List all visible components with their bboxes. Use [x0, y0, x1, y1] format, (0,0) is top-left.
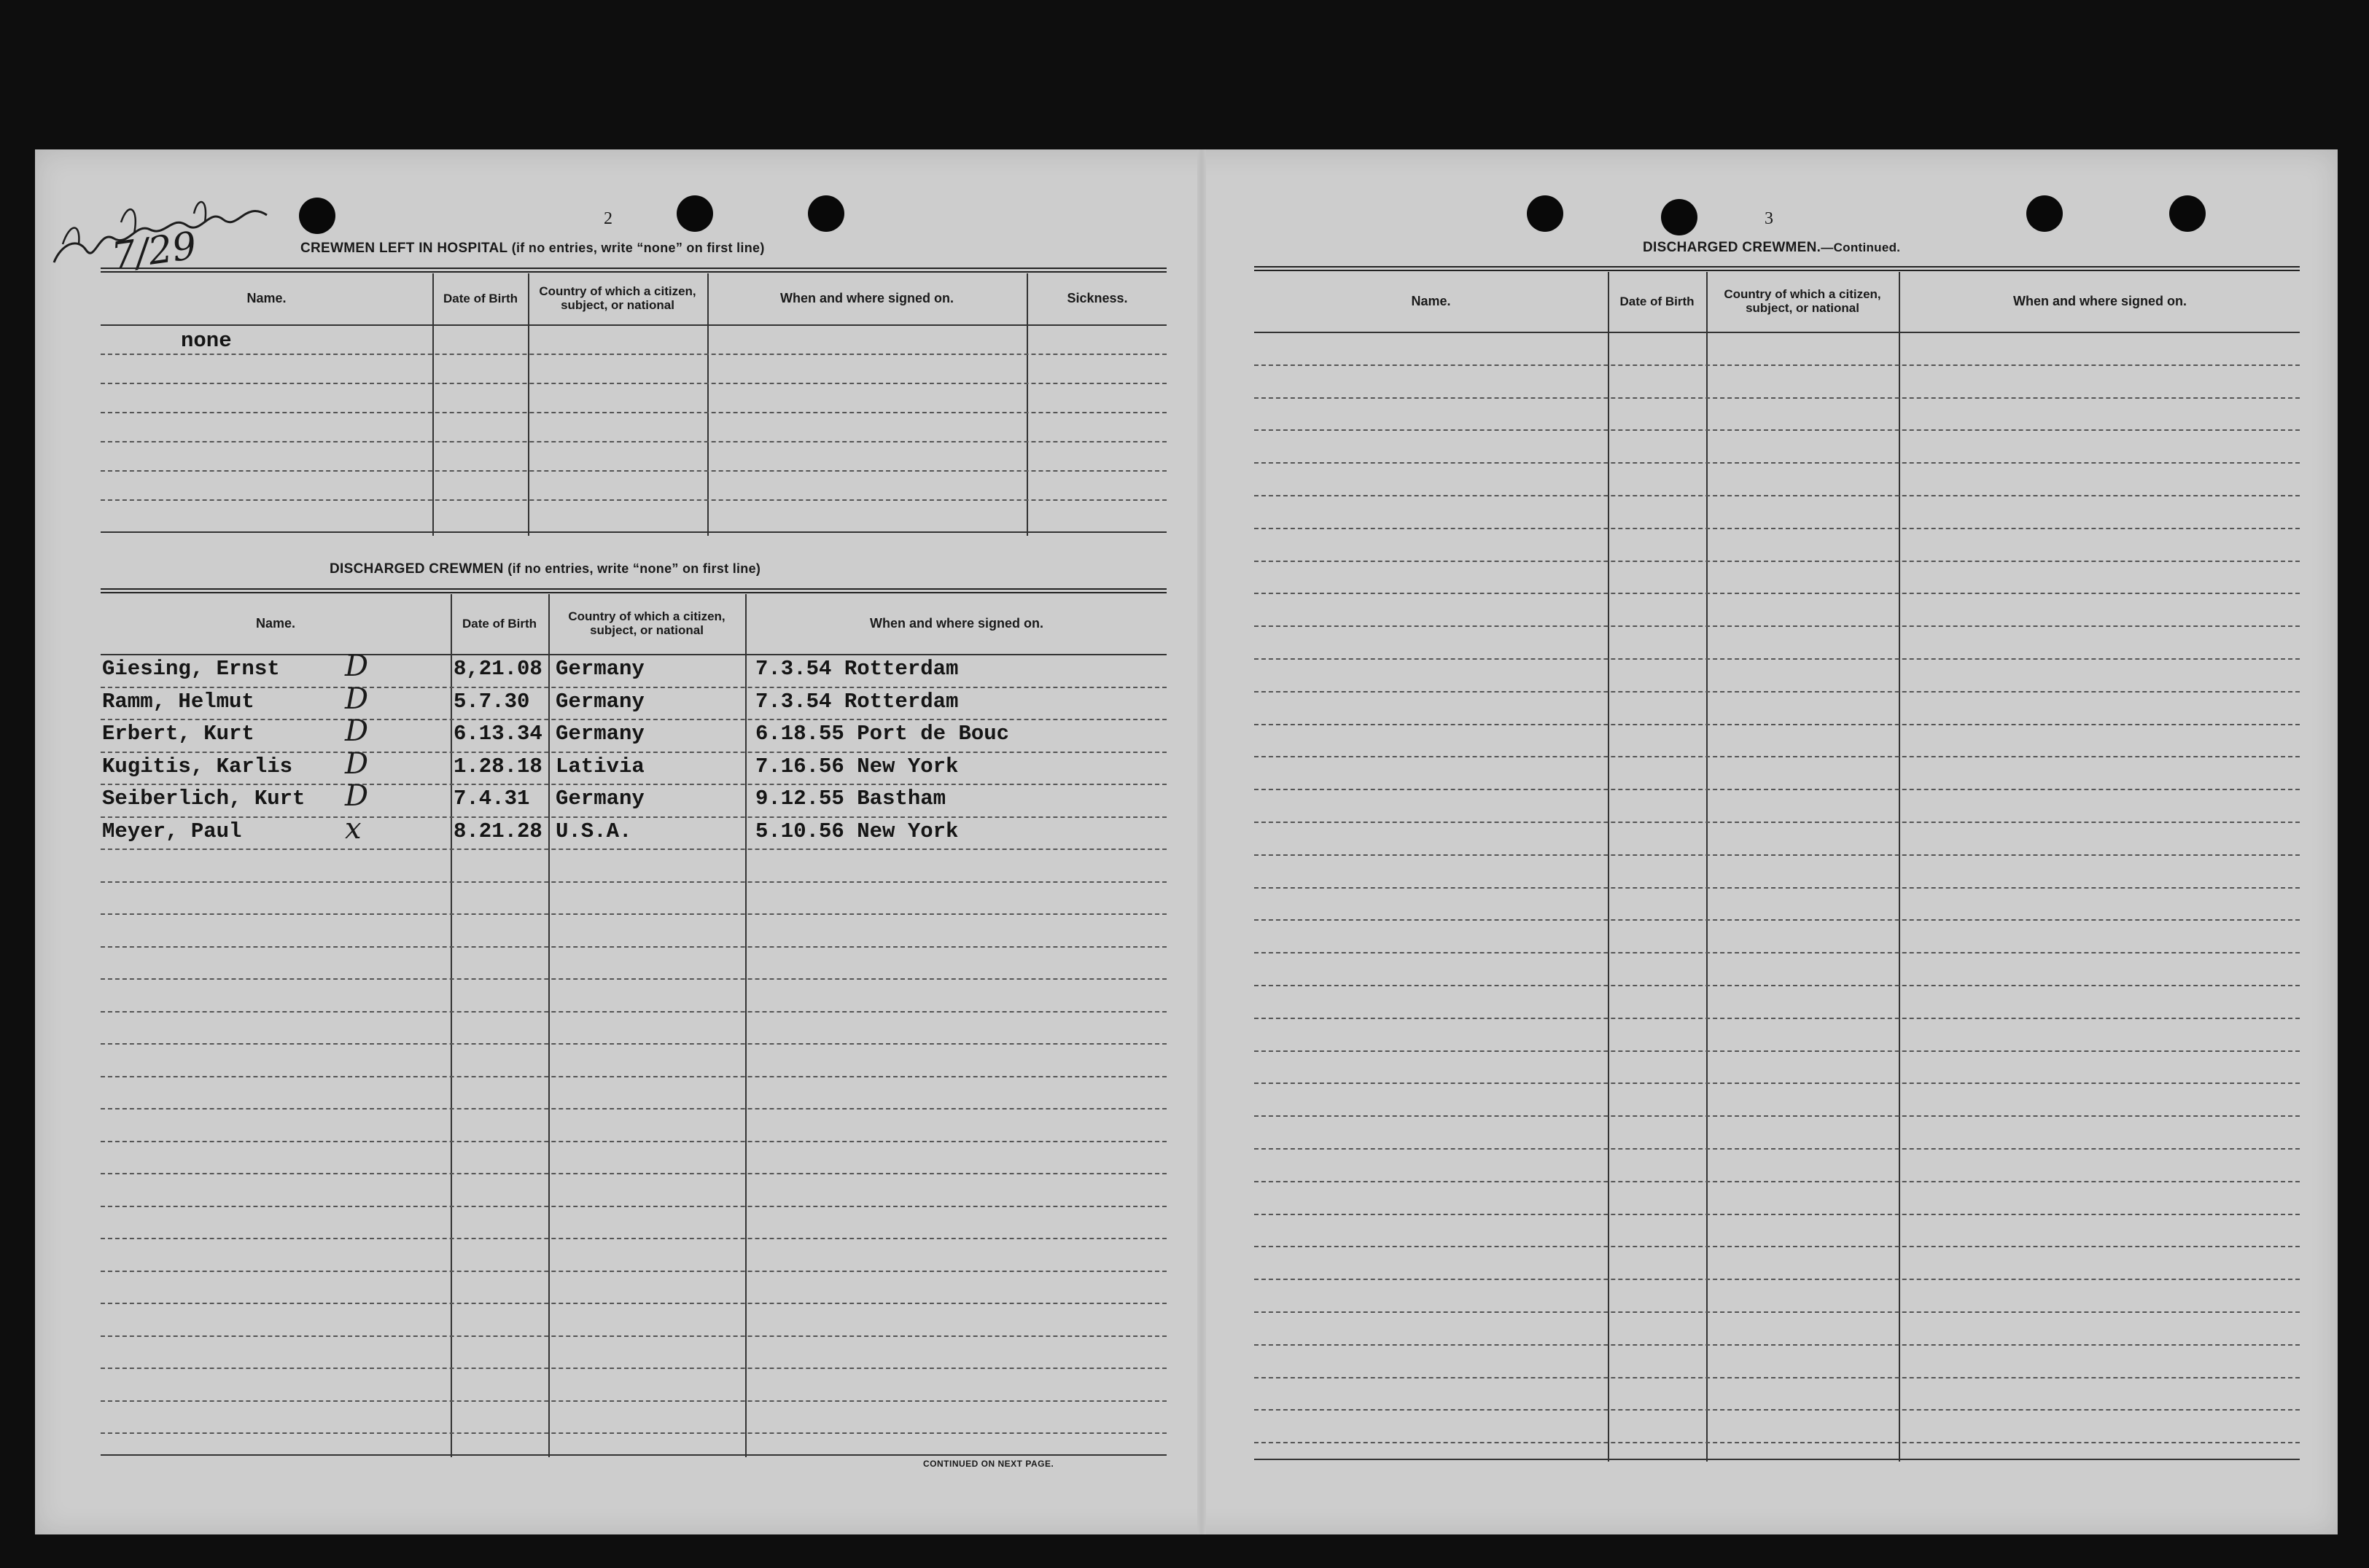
- table-row: [1254, 429, 2300, 431]
- table-row: [101, 1011, 1167, 1013]
- header-dob: Date of Birth: [443, 291, 518, 305]
- handwritten-discharge-mark: D: [345, 747, 369, 781]
- cell-name: Giesing, Ernst: [102, 657, 280, 681]
- page-number: 2: [604, 209, 612, 228]
- continued-suffix: —Continued.: [1821, 241, 1901, 254]
- handwritten-discharge-mark: D: [345, 779, 369, 813]
- table-row: [1254, 1442, 2300, 1443]
- cell-dob: 7.4.31: [454, 787, 530, 811]
- punch-hole: [1527, 195, 1563, 232]
- punch-hole: [2169, 195, 2206, 232]
- punch-hole: [2026, 195, 2063, 232]
- scanned-sheet: [35, 149, 2338, 1534]
- table-row: [101, 499, 1167, 501]
- column-divider: [451, 594, 452, 1457]
- header-rule: [101, 654, 1167, 655]
- hospital-section-title: [300, 241, 765, 257]
- hospital-title-text: CREWMEN LEFT IN HOSPITAL: [300, 241, 508, 256]
- table-row: [101, 470, 1167, 472]
- table-row: [1254, 1279, 2300, 1280]
- table-row: [1254, 691, 2300, 693]
- table-row: [1254, 985, 2300, 986]
- table-row: [101, 1043, 1167, 1045]
- table-row: [1254, 1018, 2300, 1019]
- handwritten-discharge-mark: x: [345, 812, 362, 846]
- cell-signed: 7.3.54 Rotterdam: [755, 657, 959, 681]
- column-divider: [1608, 272, 1609, 1462]
- table-row: [1254, 919, 2300, 921]
- table-row: [101, 849, 1167, 850]
- table-row: [101, 412, 1167, 413]
- table-row: [1254, 952, 2300, 953]
- discharged-section-title: [330, 561, 761, 577]
- column-divider: [745, 594, 747, 1457]
- continued-title-text: DISCHARGED CREWMEN.: [1643, 240, 1821, 255]
- header-country: Country of which a citizen, subject, or national: [568, 609, 726, 637]
- cell-country: Germany: [556, 787, 645, 811]
- table-row: [1254, 1311, 2300, 1313]
- table-row: [1254, 1050, 2300, 1052]
- cell-signed: 7.16.56 New York: [755, 754, 959, 779]
- header-name: Name.: [246, 291, 287, 305]
- table-row: [101, 1400, 1167, 1402]
- table-rule: [1254, 266, 2300, 268]
- table-row: [101, 1368, 1167, 1369]
- table-bottom-rule: [101, 531, 1167, 533]
- column-divider: [1899, 272, 1900, 1462]
- table-row: [1254, 854, 2300, 856]
- continued-footer: CONTINUED ON NEXT PAGE.: [923, 1459, 1054, 1469]
- hospital-entry: none: [181, 329, 232, 353]
- discharged-instruction: (if no entries, write “none” on first line): [507, 561, 761, 576]
- table-row: [1254, 1377, 2300, 1378]
- table-row: [101, 881, 1167, 883]
- table-rule: [1254, 270, 2300, 271]
- table-row: [101, 687, 1167, 688]
- table-row: [1254, 1115, 2300, 1117]
- right-page: [1209, 149, 2338, 1534]
- table-row: [1254, 887, 2300, 889]
- cell-name: Ramm, Helmut: [102, 690, 254, 714]
- cell-dob: 5.7.30: [454, 690, 530, 714]
- handwritten-date-note: 7/29: [109, 224, 200, 279]
- cell-dob: 8.21.28: [454, 819, 542, 843]
- table-row: [101, 354, 1167, 355]
- table-row: [101, 784, 1167, 785]
- table-rule: [101, 588, 1167, 590]
- table-rule: [101, 271, 1167, 273]
- table-row: [101, 1335, 1167, 1337]
- table-row: [101, 913, 1167, 915]
- table-row: [1254, 561, 2300, 562]
- discharged-continued-title: [1643, 240, 1900, 256]
- cell-signed: 9.12.55 Bastham: [755, 787, 946, 811]
- punch-hole: [808, 195, 844, 232]
- table-row: [1254, 724, 2300, 725]
- header-country: Country of which a citizen, subject, or national: [1724, 287, 1881, 315]
- table-row: [101, 1141, 1167, 1142]
- table-row: [1254, 462, 2300, 464]
- table-row: [1254, 625, 2300, 627]
- hospital-table: [101, 268, 1167, 537]
- page-fold: [1197, 149, 1206, 1534]
- cell-name: Kugitis, Karlis: [102, 754, 293, 779]
- header-name: Name.: [1411, 294, 1451, 308]
- punch-hole: [1661, 199, 1697, 235]
- table-row: [101, 1432, 1167, 1434]
- left-page: [35, 149, 1194, 1534]
- handwritten-discharge-mark: D: [345, 650, 369, 683]
- table-row: [1254, 1083, 2300, 1084]
- table-row: [1254, 593, 2300, 594]
- cell-dob: 6.13.34: [454, 722, 542, 746]
- table-row: [101, 978, 1167, 980]
- punch-hole: [299, 198, 335, 234]
- table-row: [1254, 1214, 2300, 1215]
- table-row: [101, 1076, 1167, 1077]
- table-row: [1254, 1148, 2300, 1150]
- table-row: [1254, 1409, 2300, 1411]
- cell-dob: 1.28.18: [454, 754, 542, 779]
- hospital-instruction: (if no entries, write “none” on first line): [511, 241, 765, 255]
- cell-country: Germany: [556, 722, 645, 746]
- table-bottom-rule: [101, 1454, 1167, 1456]
- cell-signed: 6.18.55 Port de Bouc: [755, 722, 1010, 746]
- header-sickness: Sickness.: [1067, 291, 1128, 305]
- table-row: [101, 383, 1167, 384]
- table-row: [101, 1271, 1167, 1272]
- column-divider: [548, 594, 550, 1457]
- header-country: Country of which a citizen, subject, or national: [539, 284, 696, 312]
- table-row: [101, 1238, 1167, 1239]
- discharged-table: [101, 588, 1167, 1457]
- header-dob: Date of Birth: [462, 616, 537, 631]
- table-row: [1254, 1344, 2300, 1346]
- cell-country: Lativia: [556, 754, 645, 779]
- header-dob: Date of Birth: [1619, 294, 1695, 308]
- handwritten-discharge-mark: D: [345, 714, 369, 748]
- page-number: 3: [1765, 209, 1773, 228]
- table-row: [101, 752, 1167, 753]
- header-rule: [1254, 332, 2300, 333]
- punch-hole: [677, 195, 713, 232]
- table-row: [1254, 789, 2300, 790]
- table-row: [1254, 1181, 2300, 1182]
- table-row: [1254, 364, 2300, 366]
- cell-name: Seiberlich, Kurt: [102, 787, 306, 811]
- cell-dob: 8,21.08: [454, 657, 542, 681]
- header-name: Name.: [255, 616, 296, 631]
- cell-country: U.S.A.: [556, 819, 632, 843]
- table-row: [101, 1206, 1167, 1207]
- table-rule: [101, 268, 1167, 269]
- cell-signed: 7.3.54 Rotterdam: [755, 690, 959, 714]
- table-row: [1254, 658, 2300, 660]
- table-rule: [101, 592, 1167, 593]
- header-rule: [101, 324, 1167, 326]
- table-row: [1254, 1246, 2300, 1247]
- table-row: [1254, 756, 2300, 757]
- table-row: [101, 1108, 1167, 1109]
- header-signed-on: When and where signed on.: [2012, 294, 2187, 308]
- cell-name: Erbert, Kurt: [102, 722, 254, 746]
- cell-signed: 5.10.56 New York: [755, 819, 959, 843]
- discharged-title-text: DISCHARGED CREWMEN: [330, 561, 504, 577]
- header-signed-on: When and where signed on.: [869, 616, 1044, 631]
- discharged-continued-table: [1254, 266, 2300, 1462]
- table-row: [101, 441, 1167, 442]
- table-row: [1254, 495, 2300, 496]
- table-row: [1254, 528, 2300, 529]
- table-row: [1254, 397, 2300, 399]
- table-row: [101, 1173, 1167, 1174]
- table-row: [101, 816, 1167, 818]
- header-signed-on: When and where signed on.: [779, 291, 954, 305]
- column-divider: [1706, 272, 1708, 1462]
- cell-name: Meyer, Paul: [102, 819, 242, 843]
- table-row: [1254, 822, 2300, 823]
- table-row: [101, 719, 1167, 720]
- handwritten-discharge-mark: D: [345, 682, 369, 716]
- table-row: [101, 1303, 1167, 1304]
- cell-country: Germany: [556, 657, 645, 681]
- cell-country: Germany: [556, 690, 645, 714]
- table-row: [101, 946, 1167, 948]
- table-bottom-rule: [1254, 1459, 2300, 1460]
